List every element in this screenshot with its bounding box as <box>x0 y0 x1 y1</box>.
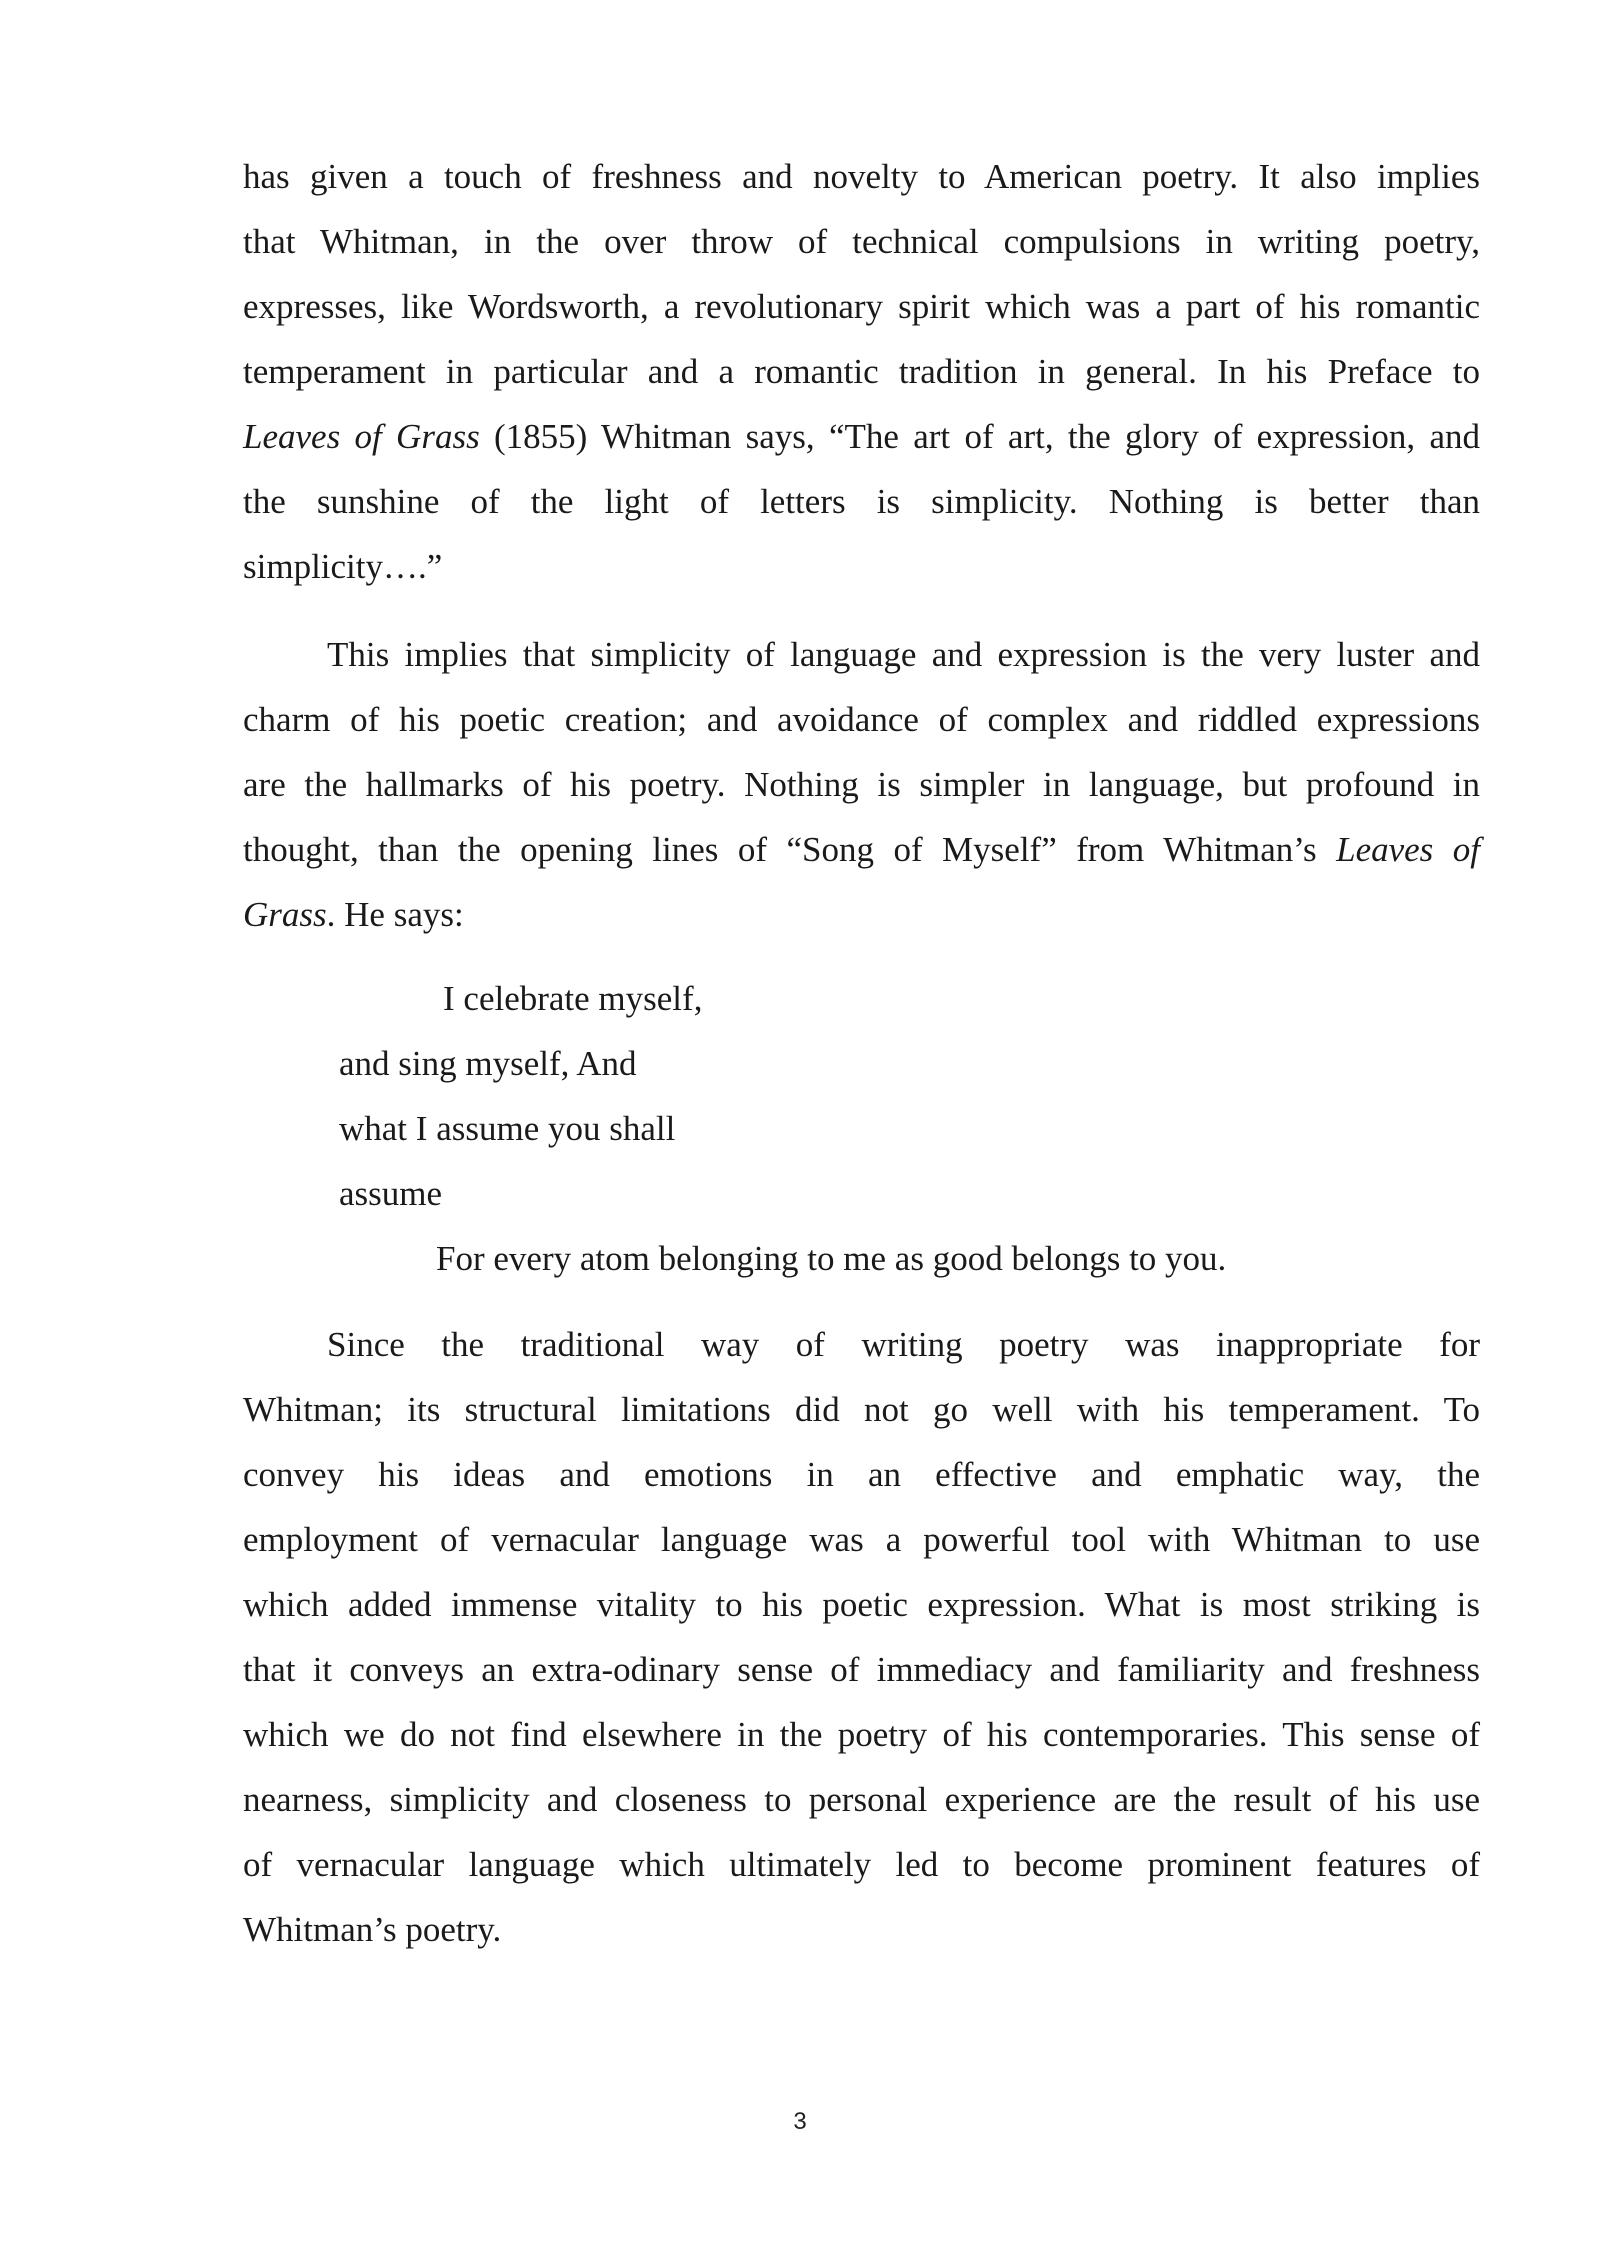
line-text: . He says: <box>326 895 464 934</box>
paragraph-line: nearness, simplicity and closeness to personal experience are the result of his use <box>243 1780 1480 1819</box>
paragraph-line: Since the traditional way of writing poetry was inappropriate for <box>327 1325 1480 1364</box>
paragraph-line: the sunshine of the light of letters is simplicity. Nothing is better than <box>243 482 1480 521</box>
paragraph-line: employment of vernacular language was a powerful tool with Whitman to use <box>243 1520 1480 1559</box>
paragraph-line: convey his ideas and emotions in an effective and emphatic way, the <box>243 1455 1480 1494</box>
paragraph-line: that Whitman, in the over throw of technical compulsions in writing poetry, <box>243 222 1480 261</box>
paragraph-1 <box>243 144 1480 599</box>
verse-line: what I assume you shall <box>339 1109 676 1148</box>
paragraph-line: that it conveys an extra-odinary sense of immediacy and familiarity and freshness <box>243 1650 1480 1689</box>
paragraph-3 <box>243 1312 1480 1962</box>
paragraph-line: expresses, like Wordsworth, a revolutionary spirit which was a part of his romantic <box>243 287 1480 326</box>
book-title-italic: Leaves of Grass <box>243 417 480 456</box>
verse-line: For every atom belonging to me as good belongs to you. <box>436 1239 1227 1278</box>
paragraph-line: temperament in particular and a romantic tradition in general. In his Preface to <box>243 352 1480 391</box>
page-number: 3 <box>793 2108 807 2135</box>
paragraph-line <box>243 404 1480 469</box>
paragraph-2 <box>243 622 1480 947</box>
paragraph-line: Whitman; its structural limitations did not go well with his temperament. To <box>243 1390 1480 1429</box>
paragraph-line: which we do not find elsewhere in the poetry of his contemporaries. This sense of <box>243 1715 1480 1754</box>
book-title-italic: Grass <box>243 895 327 934</box>
paragraph-line: This implies that simplicity of language and expression is the very luster and <box>327 635 1480 674</box>
paragraph-line: which added immense vitality to his poetic expression. What is most striking is <box>243 1585 1480 1624</box>
paragraph-line <box>243 882 1480 947</box>
paragraph-line: simplicity….” <box>243 547 443 586</box>
verse-line: and sing myself, And <box>339 1044 637 1083</box>
verse-line: assume <box>339 1174 443 1213</box>
paragraph-line: charm of his poetic creation; and avoidance of complex and riddled expressions <box>243 700 1480 739</box>
paragraph-line: of vernacular language which ultimately led to become prominent features of <box>243 1845 1480 1884</box>
paragraph-line <box>243 817 1480 882</box>
verse-line: I celebrate myself, <box>443 979 703 1018</box>
book-title-italic: Leaves of <box>1336 830 1480 869</box>
paragraph-line: are the hallmarks of his poetry. Nothing is simpler in language, but profound in <box>243 765 1480 804</box>
paragraph-line: has given a touch of freshness and novelty to American poetry. It also implies <box>243 157 1480 196</box>
paragraph-line: Whitman’s poetry. <box>243 1910 502 1949</box>
line-text: thought, than the opening lines of “Song of Myself” from Whitman’s <box>243 830 1337 869</box>
line-text: (1855) Whitman says, “The art of art, the glory of expression, and <box>479 417 1480 456</box>
